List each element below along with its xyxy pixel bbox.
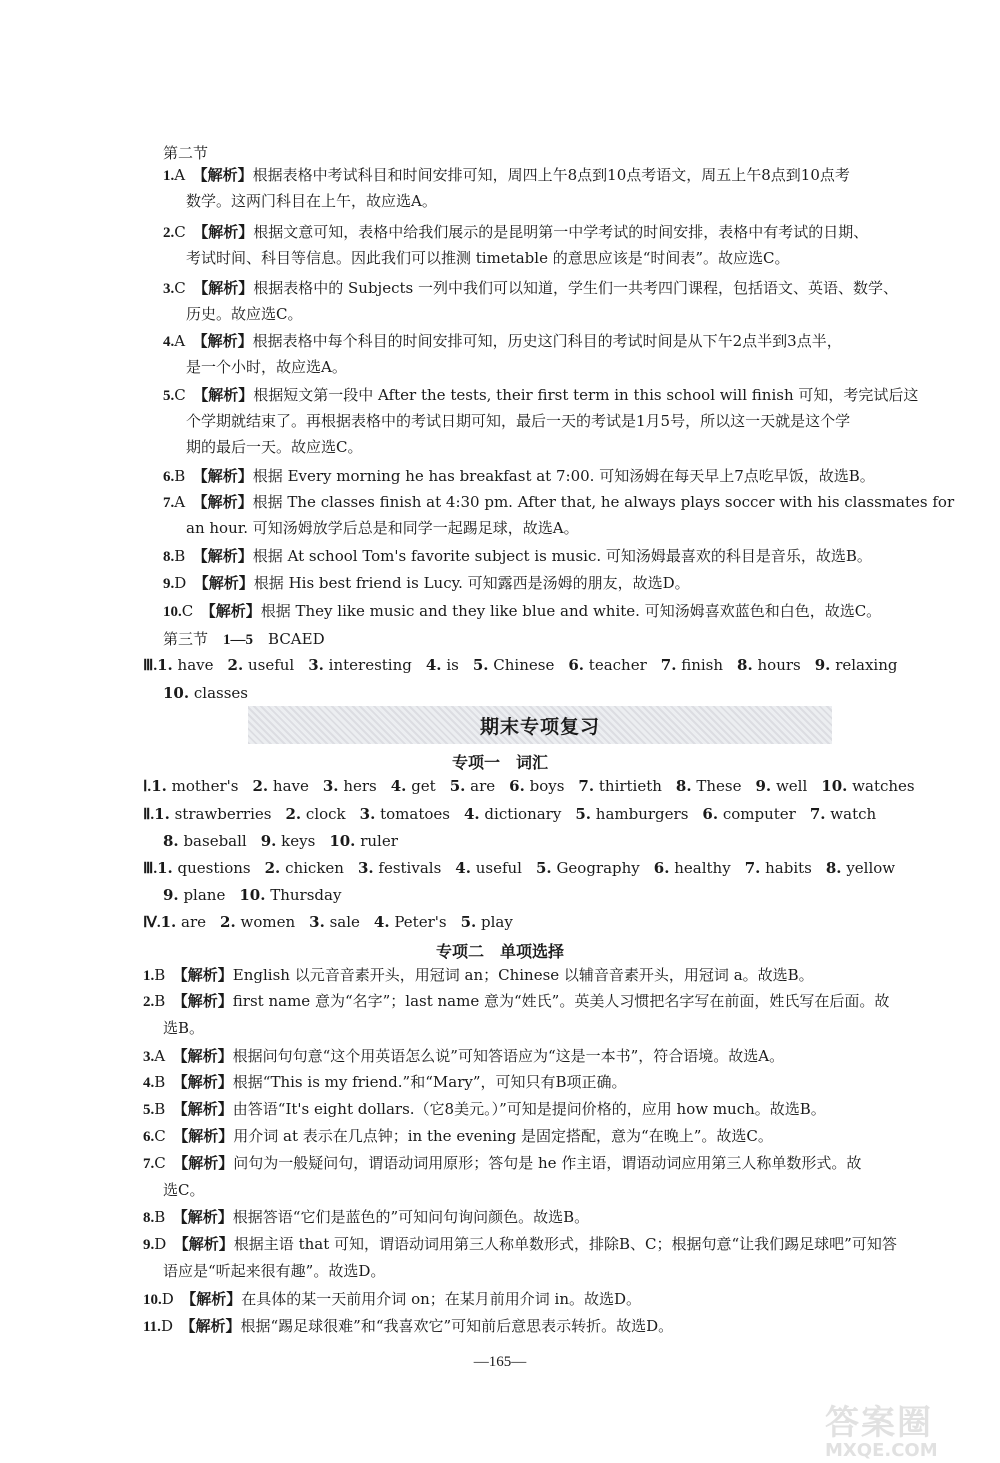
vocab-group-word-number: 4. xyxy=(455,859,471,877)
vocab-group-word-text: hamburgers xyxy=(595,805,689,823)
vocab-group-roman: Ⅰ. xyxy=(143,779,152,795)
vocab-group-word xyxy=(157,859,251,877)
section2-item-number: 6. xyxy=(163,469,175,485)
choice-item-answer: B xyxy=(154,1073,166,1091)
section2-item-line xyxy=(0,191,1000,211)
vocab-group-word xyxy=(575,805,688,823)
vocab-group-word-text: have xyxy=(272,777,309,795)
choice-item-line xyxy=(0,1018,1000,1038)
vocab-group-word-number: 2. xyxy=(252,777,269,795)
section2-item-tag: 【解析】 xyxy=(200,602,261,620)
choice-item-text: English 以元音音素开头，用冠词 an；Chinese 以辅音音素开头，用冠词 a。故选B。 xyxy=(232,966,814,984)
choice-item-answer: B xyxy=(154,1208,166,1226)
choice-item-line xyxy=(0,1126,1000,1147)
vocab-group-word-number: 5. xyxy=(460,913,477,931)
part3-word xyxy=(228,656,295,674)
vocab-group-word xyxy=(391,777,436,795)
vocab-group-word xyxy=(220,913,295,931)
vocab-group-word-number: 6. xyxy=(653,859,670,877)
choice-item-number: 6. xyxy=(143,1129,155,1145)
choice-item-number: 9. xyxy=(143,1237,155,1253)
section2-item-text: 根据 They like music and they like blue and white. 可知汤姆喜欢蓝色和白色，故选C。 xyxy=(260,602,882,620)
vocab-group-word-text: These xyxy=(696,777,742,795)
vocab-group-word xyxy=(578,777,662,795)
vocab-group-word-number: 3. xyxy=(357,859,374,877)
vocab-group-word-number: 7. xyxy=(578,777,595,795)
choice-item-text: 在具体的某一天前用介词 on；在某月前用介词 in。故选D。 xyxy=(241,1290,642,1308)
section2-item-tag: 【解析】 xyxy=(192,547,253,565)
vocab-group-word xyxy=(163,886,225,904)
vocab-group-row xyxy=(0,912,1000,933)
section2-item-answer: A xyxy=(174,493,186,511)
vocab-group-word-number: 1. xyxy=(154,805,170,823)
section2-item-number: 4. xyxy=(163,334,175,350)
banner-title: 期末专项复习 xyxy=(479,716,600,738)
part3-word-text: teacher xyxy=(588,656,647,674)
choice-item-tag: 【解析】 xyxy=(172,1100,233,1118)
part3-word xyxy=(661,656,723,674)
vocab-group-word xyxy=(509,777,564,795)
vocab-group-word-number: 8. xyxy=(163,832,179,850)
vocab-group-roman: Ⅳ. xyxy=(143,915,161,931)
vocab-group-word-number: 4. xyxy=(463,805,480,823)
vocab-group-word-text: watches xyxy=(852,777,915,795)
part3-word xyxy=(308,656,412,674)
section3-heading: 第三节 xyxy=(163,630,209,648)
section2-item-number: 5. xyxy=(163,388,175,404)
choice-item-number: 11. xyxy=(143,1319,161,1335)
section2-item-line xyxy=(0,411,1000,431)
section2-item-answer: A xyxy=(174,166,186,184)
choice-item-text: 选B。 xyxy=(163,1019,205,1037)
section2-item-number: 9. xyxy=(163,576,175,592)
choice-item-line xyxy=(0,1046,1000,1067)
choice-item-number: 7. xyxy=(143,1156,155,1172)
choice-item-line xyxy=(0,1099,1000,1120)
vocab-group-word xyxy=(154,805,271,823)
vocab-group-word xyxy=(450,777,495,795)
section2-item-answer: B xyxy=(174,467,186,485)
choice-item-answer: C xyxy=(154,1127,166,1145)
vocab-group-word-text: keys xyxy=(281,832,316,850)
vocab-group-word-text: boys xyxy=(529,777,565,795)
part3-word-number: 4. xyxy=(425,656,442,674)
vocab-group-word xyxy=(329,832,398,850)
section2-item-tag: 【解析】 xyxy=(192,493,253,511)
vocab-group-word-text: tomatoes xyxy=(380,805,450,823)
section2-item-line xyxy=(0,248,1000,268)
section2-item-number: 2. xyxy=(163,225,175,241)
section2-item-answer: B xyxy=(174,547,186,565)
vocab-group-word-text: sale xyxy=(329,913,360,931)
part3-word-number: 6. xyxy=(568,656,585,674)
vocab-group-word-text: are xyxy=(181,913,207,931)
vocab-group-word-text: watch xyxy=(830,805,877,823)
part3-roman: Ⅲ. xyxy=(143,658,158,674)
section2-item-answer: C xyxy=(181,602,194,620)
section2-item-line xyxy=(0,518,1000,538)
section2-item-text: an hour. 可知汤姆放学后总是和同学一起踢足球，故选A。 xyxy=(186,519,579,537)
section2-item-text: 是一个小时，故应选A。 xyxy=(186,358,347,376)
section2-item-line xyxy=(0,331,1000,352)
vocab-group-word-number: 10. xyxy=(821,777,848,795)
section2-item-text: 根据 At school Tom's favorite subject is music. 可知汤姆最喜欢的科目是音乐，故选B。 xyxy=(252,547,872,565)
choice-item-tag: 【解析】 xyxy=(173,1127,234,1145)
part3-word-text: have xyxy=(177,656,214,674)
vocab-group-word-number: 5. xyxy=(575,805,591,823)
vocab-group-roman: Ⅲ. xyxy=(143,861,158,877)
vocab-group-word-text: well xyxy=(775,777,808,795)
choice-item-text: 选C。 xyxy=(163,1181,205,1199)
choice-item-answer: D xyxy=(160,1317,173,1335)
vocab-group-word xyxy=(374,913,447,931)
choice-item-line xyxy=(0,1153,1000,1174)
choice-item-text: 根据答语“它们是蓝色的”可知问句询问颜色。故选B。 xyxy=(232,1208,590,1226)
choice-item-number: 8. xyxy=(143,1210,155,1226)
vocab-group-word-text: yellow xyxy=(846,859,896,877)
section2-item-text: 根据表格中的 Subjects 一列中我们可以知道，学生们一共考四门课程，包括语文、英语、数学、 xyxy=(253,279,898,297)
vocab-group-word xyxy=(358,859,441,877)
section3-row xyxy=(0,629,1000,650)
part3-word-text: finish xyxy=(681,656,724,674)
vocab-group-word-number: 10. xyxy=(329,832,356,850)
part3-word-number: 2. xyxy=(227,656,244,674)
section2-item-line xyxy=(0,385,1000,406)
vocab-group-word xyxy=(461,913,513,931)
section-heading-text: 第二节 xyxy=(163,144,209,162)
choice-item-line xyxy=(0,991,1000,1012)
page-number: —165— xyxy=(473,1354,527,1370)
vocab-group-row xyxy=(0,776,1000,797)
vocab-group-word-number: 7. xyxy=(809,805,826,823)
vocab-group-row xyxy=(0,858,1000,879)
watermark-logo xyxy=(825,1395,995,1461)
vocab-group-word xyxy=(161,913,206,931)
choice-item-line xyxy=(0,1072,1000,1093)
part3-word-text: hours xyxy=(757,656,801,674)
choice-item-text: first name 意为“名字”；last name 意为“姓氏”。英美人习惯把名字写在前面，姓氏写在后面。故 xyxy=(232,992,890,1010)
section2-item-tag: 【解析】 xyxy=(193,574,254,592)
vocab-group-word xyxy=(756,777,808,795)
part3-word xyxy=(163,684,248,702)
choice-item-tag: 【解析】 xyxy=(172,1047,233,1065)
section2-item-tag: 【解析】 xyxy=(192,332,253,350)
part3-word xyxy=(157,656,213,674)
vocab-group-word-text: healthy xyxy=(674,859,731,877)
part3-word-text: Chinese xyxy=(493,656,555,674)
vocab-group-word-text: get xyxy=(411,777,436,795)
section2-item-text: 根据文意可知，表格中给我们展示的是昆明第一中学考试的时间安排，表格中有考试的日期、 xyxy=(253,223,869,241)
choice-title: 专项二 单项选择 xyxy=(435,942,564,961)
vocab-group-word-text: baseball xyxy=(183,832,247,850)
section2-item-text: 考试时间、科目等信息。因此我们可以推测 timetable 的意思应该是“时间表”。故应选C。 xyxy=(186,249,790,267)
vocab-group-word xyxy=(745,859,812,877)
section2-item-line xyxy=(0,573,1000,594)
part3-row xyxy=(0,683,1000,703)
section2-item-answer: D xyxy=(174,574,187,592)
section2-item-answer: C xyxy=(174,279,186,297)
section2-item-line xyxy=(0,222,1000,243)
choice-item-text: 根据“踢足球很难”和“我喜欢它”可知前后意思表示转折。故选D。 xyxy=(240,1317,674,1335)
vocab-group-word-text: are xyxy=(470,777,496,795)
choice-item-number: 4. xyxy=(143,1075,155,1091)
section2-item-tag: 【解析】 xyxy=(193,386,254,404)
vocab-group-word-text: habits xyxy=(765,859,812,877)
vocab-group-word-text: Geography xyxy=(556,859,640,877)
part3-word xyxy=(815,656,898,674)
vocab-group-word xyxy=(654,859,731,877)
vocab-group-word-text: strawberries xyxy=(174,805,272,823)
section2-item-text: 根据表格中每个科目的时间安排可知，历史这门科目的考试时间是从下午2点半到3点半， xyxy=(252,332,842,350)
vocab-group-word-text: questions xyxy=(177,859,251,877)
section2-item-text: 个学期就结束了。再根据表格中的考试日期可知，最后一天的考试是1月5号，所以这一天就是这个学 xyxy=(186,412,851,430)
section2-item-text: 历史。故应选C。 xyxy=(186,305,303,323)
part3-word-number: 5. xyxy=(472,656,489,674)
choice-item-tag: 【解析】 xyxy=(173,1154,234,1172)
vocab-group-word-number: 7. xyxy=(744,859,761,877)
vocab-group-word xyxy=(826,859,895,877)
vocab-group-word-text: thirtieth xyxy=(598,777,662,795)
vocab-group-word-text: mother's xyxy=(171,777,239,795)
vocab-group-word-number: 3. xyxy=(359,805,376,823)
choice-item-answer: A xyxy=(154,1047,166,1065)
vocab-group-row xyxy=(0,831,1000,851)
part3-word-text: relaxing xyxy=(835,656,898,674)
choice-item-answer: C xyxy=(154,1154,166,1172)
section2-item-line xyxy=(0,304,1000,324)
section2-item-line xyxy=(0,601,1000,622)
part3-word xyxy=(426,656,459,674)
vocab-group-word xyxy=(285,805,345,823)
vocab-group-word-number: 3. xyxy=(322,777,339,795)
part3-word-number: 9. xyxy=(814,656,831,674)
choice-item-number: 10. xyxy=(143,1292,162,1308)
vocab-group-word-number: 2. xyxy=(285,805,302,823)
vocab-group-word-text: Thursday xyxy=(270,886,342,904)
part3-row xyxy=(0,655,1000,676)
section2-item-number: 1. xyxy=(163,168,175,184)
section2-item-answer: C xyxy=(174,386,186,404)
vocab-group-word-number: 8. xyxy=(675,777,692,795)
part3-word-number: 1. xyxy=(157,656,173,674)
vocab-group-word xyxy=(702,805,795,823)
vocab-group-roman: Ⅱ. xyxy=(143,807,155,823)
part3-word-number: 10. xyxy=(163,684,190,702)
part3-word-number: 7. xyxy=(660,656,677,674)
vocab-group-word xyxy=(821,777,914,795)
part3-word xyxy=(473,656,555,674)
section2-item-text: 数学。这两门科目在上午，故应选A。 xyxy=(186,192,437,210)
vocab-group-word-text: ruler xyxy=(360,832,398,850)
vocab-group-word-text: chicken xyxy=(285,859,344,877)
choice-item-text: 问句为一般疑问句，谓语动词用原形；答句是 he 作主语，谓语动词应用第三人称单数形式。故 xyxy=(233,1154,862,1172)
vocab-group-word xyxy=(261,832,316,850)
section2-item-tag: 【解析】 xyxy=(192,467,253,485)
part3-word-number: 3. xyxy=(308,656,324,674)
vocab-group-word-text: women xyxy=(240,913,296,931)
vocab-group-word-text: festivals xyxy=(378,859,442,877)
choice-item-number: 1. xyxy=(143,968,155,984)
section2-item-number: 7. xyxy=(163,495,175,511)
vocab-group-word xyxy=(676,777,742,795)
choice-item-tag: 【解析】 xyxy=(173,1235,234,1253)
choice-item-answer: D xyxy=(161,1290,174,1308)
vocab-group-word xyxy=(252,777,308,795)
vocab-group-word-text: hers xyxy=(343,777,377,795)
section2-item-text: 根据短文第一段中 After the tests, their first term in this school will finish 可知，考完试后这 xyxy=(253,386,919,404)
choice-item-line xyxy=(0,1316,1000,1337)
vocab-group-word xyxy=(536,859,640,877)
choice-item-tag: 【解析】 xyxy=(172,1208,233,1226)
section-heading xyxy=(0,143,1000,163)
vocab-group-word-number: 5. xyxy=(449,777,466,795)
part3-word-text: classes xyxy=(193,684,249,702)
vocab-group-word-text: Peter's xyxy=(394,913,447,931)
vocab-group-word-number: 2. xyxy=(264,859,281,877)
part3-word-text: interesting xyxy=(328,656,412,674)
choice-item-number: 2. xyxy=(143,994,155,1010)
vocab-group-word-text: clock xyxy=(305,805,346,823)
choice-item-tag: 【解析】 xyxy=(181,1290,242,1308)
vocab-group-word-number: 6. xyxy=(509,777,525,795)
choice-item-text: 用介词 at 表示在几点钟；in the evening 是固定搭配，意为“在晚上”。故选C。 xyxy=(233,1127,773,1145)
section2-item-tag: 【解析】 xyxy=(193,223,254,241)
vocab-group-word xyxy=(239,886,341,904)
vocab-title: 专项一 词汇 xyxy=(451,753,548,772)
choice-item-text: 根据“This is my friend.”和“Mary”，可知只有B项正确。 xyxy=(232,1073,627,1091)
choice-item-answer: B xyxy=(154,966,166,984)
choice-item-tag: 【解析】 xyxy=(172,966,233,984)
vocab-group-word-text: computer xyxy=(722,805,796,823)
vocab-group-word xyxy=(464,805,561,823)
vocab-group-row xyxy=(0,885,1000,905)
choice-item-text: 根据问句句意“这个用英语怎么说”可知答语应为“这是一本书”，符合语境。故选A。 xyxy=(232,1047,785,1065)
choice-item-line xyxy=(0,1207,1000,1228)
choice-item-number: 3. xyxy=(143,1049,155,1065)
choice-item-text: 根据主语 that 可知，谓语动词用第三人称单数形式，排除B、C；根据句意“让我们踢足球吧”可知答 xyxy=(233,1235,897,1253)
section2-item-tag: 【解析】 xyxy=(193,279,254,297)
section2-item-tag: 【解析】 xyxy=(192,166,253,184)
vocab-group-word-number: 5. xyxy=(535,859,552,877)
vocab-group-word-number: 8. xyxy=(825,859,842,877)
vocab-group-word-number: 4. xyxy=(390,777,407,795)
choice-item-answer: D xyxy=(154,1235,167,1253)
section2-item-answer: A xyxy=(174,332,186,350)
vocab-group-word xyxy=(323,777,377,795)
choice-item-line xyxy=(0,1289,1000,1310)
vocab-group-word-text: useful xyxy=(475,859,522,877)
vocab-group-row xyxy=(0,804,1000,825)
choice-item-answer: B xyxy=(154,1100,166,1118)
vocab-group-word xyxy=(810,805,876,823)
vocab-group-word-number: 6. xyxy=(702,805,719,823)
section2-item-text: 期的最后一天。故应选C。 xyxy=(186,438,363,456)
vocab-group-word-number: 9. xyxy=(260,832,277,850)
vocab-group-word-number: 1. xyxy=(160,913,177,931)
vocab-group-word xyxy=(163,832,247,850)
part3-word xyxy=(568,656,646,674)
choice-item-answer: B xyxy=(154,992,166,1010)
part3-word-number: 8. xyxy=(737,656,753,674)
part3-word-text: useful xyxy=(247,656,295,674)
choice-item-tag: 【解析】 xyxy=(180,1317,241,1335)
vocab-group-word-number: 10. xyxy=(239,886,266,904)
choice-item-text: 由答语“It's eight dollars.（它8美元。）”可知是提问价格的，应用 how much。故选B。 xyxy=(232,1100,826,1118)
section2-item-text: 根据 His best friend is Lucy. 可知露西是汤姆的朋友，故选D。 xyxy=(253,574,690,592)
section2-item-line xyxy=(0,466,1000,487)
section2-item-answer: C xyxy=(174,223,186,241)
vocab-group-word xyxy=(309,913,360,931)
section2-item-line xyxy=(0,492,1000,513)
section2-item-line xyxy=(0,278,1000,299)
vocab-group-word-number: 9. xyxy=(163,886,179,904)
vocab-group-word-number: 3. xyxy=(309,913,325,931)
choice-item-line xyxy=(0,965,1000,986)
section2-item-text: 根据 The classes finish at 4:30 pm. After that, he always plays soccer with his classmates for xyxy=(252,493,955,511)
vocab-group-word-text: plane xyxy=(183,886,226,904)
vocab-group-word-number: 9. xyxy=(755,777,772,795)
section3-range: 1—5 xyxy=(223,632,254,648)
vocab-group-word xyxy=(265,859,344,877)
section2-item-number: 8. xyxy=(163,549,175,565)
choice-item-line xyxy=(0,1180,1000,1200)
watermark-logo-text: 答案圈 xyxy=(825,1403,933,1443)
choice-item-tag: 【解析】 xyxy=(172,992,233,1010)
vocab-group-word-number: 2. xyxy=(220,913,236,931)
section2-item-line xyxy=(0,437,1000,457)
part3-word-text: is xyxy=(446,656,459,674)
section3-answers: BCAED xyxy=(268,630,325,648)
section2-item-number: 3. xyxy=(163,281,175,297)
choice-item-tag: 【解析】 xyxy=(172,1073,233,1091)
watermark-url: MXQE.COM xyxy=(825,1440,938,1461)
section2-item-line xyxy=(0,546,1000,567)
section2-item-line xyxy=(0,165,1000,186)
vocab-group-word-number: 1. xyxy=(157,859,173,877)
vocab-group-word xyxy=(360,805,450,823)
part3-word xyxy=(737,656,801,674)
vocab-group-word-text: play xyxy=(481,913,513,931)
section2-item-text: 根据表格中考试科目和时间安排可知，周四上午8点到10点考语文，周五上午8点到10点考 xyxy=(252,166,850,184)
choice-item-line xyxy=(0,1261,1000,1281)
vocab-group-word xyxy=(151,777,238,795)
section2-item-number: 10. xyxy=(163,604,182,620)
vocab-group-word-number: 1. xyxy=(151,777,167,795)
section2-item-text: 根据 Every morning he has breakfast at 7:00. 可知汤姆在每天早上7点吃早饭，故选B。 xyxy=(252,467,875,485)
choice-item-line xyxy=(0,1234,1000,1255)
section2-item-line xyxy=(0,357,1000,377)
vocab-group-word-number: 4. xyxy=(373,913,390,931)
choice-item-text: 语应是“听起来很有趣”。故选D。 xyxy=(163,1262,386,1280)
vocab-group-word xyxy=(455,859,522,877)
choice-item-number: 5. xyxy=(143,1102,155,1118)
vocab-group-word-text: dictionary xyxy=(484,805,562,823)
